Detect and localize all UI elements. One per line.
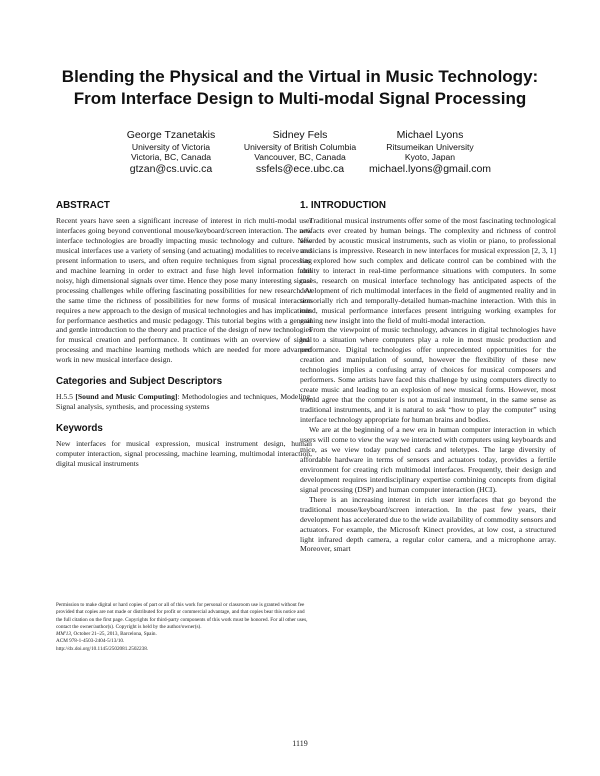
title-line-1: Blending the Physical and the Virtual in Music Technology: [61, 67, 539, 86]
copyright-notice [56, 602, 310, 653]
author-name: Michael Lyons [396, 129, 464, 141]
author-block [100, 129, 500, 179]
right-column [300, 200, 556, 554]
title-line-2: From Interface Design to Multi-modal Signal Processing [73, 89, 527, 108]
author-email: ssfels@ece.ubc.ca [255, 163, 345, 175]
intro-paragraph-3: We are at the beginning of a new era in human computer interaction in which users will come to view the way we interacted with computers using keyboards and mice, as we view today punched cards and teletypes. The large diversity of affordable hardware in terms of sensors and actuators today, provides a fertile environment for creating rich multimodal interfaces. Frequently, their design and development requires interdisciplinary expertise combining concepts from digital signal processing (DSP) and human computer interaction (HCI). [300, 425, 556, 494]
intro-paragraph-1: Traditional musical instruments offer some of the most fascinating technological artifacts ever created by human beings. The complexity and richness of control afforded by acoustic musical instruments, such as violin or piano, to professional musicians is impressive. Research in new interfaces for musical expression [2, 3, 1] has explored how such complex and delicate control can be combined with the ability to interact in real-time performance situations with computers. In some cases, research on musical interface technology has anticipated aspects of the development of rich multimodal interfaces in the field of augmented reality and in sensorially rich and temporally-detailed human-machine interaction. With this in mind, musical performance interfaces present intriguing working examples for gaining new insight into the field of multi-modal interaction. [300, 216, 556, 325]
keywords-text: New interfaces for musical expression, musical instrument design, human computer interaction, signal processing, machine learning, multimodal interaction, digital musical instruments [56, 439, 312, 469]
left-column [56, 200, 312, 469]
author-name: George Tzanetakis [126, 129, 216, 141]
venue-line [56, 631, 310, 638]
category-area: [Sound and Music Computing] [75, 392, 178, 402]
abstract-heading: ABSTRACT [56, 200, 110, 211]
categories-text [56, 392, 312, 412]
intro-paragraph-2: From the viewpoint of music technology, advances in digital technologies have led to a situation where computers play a role in most music production and performance. Digital technologies offer unprecedented opportunities for the creation and manipulation of sound, however the flexibility of these new technologies implies a confusing array of choices for musical composers and performers. Some artists have faced this challenge by using computers directly to create music and leading to an explosion of new musical forms. However, most would agree that the computer is not a musical instrument, in the same sense as traditional instruments, and it is natural to ask “how to play the computer” using interface technology appropriate for human brains and bodies. [300, 325, 556, 425]
acm-isbn: ACM 978-1-4503-2404-5/13/10. [56, 638, 125, 645]
venue-name: MM'13, [56, 631, 73, 637]
author-location: Victoria, BC, Canada [130, 152, 212, 162]
intro-paragraph-4: There is an increasing interest in rich user interfaces that go beyond the traditional mouse/keyboard/screen interaction. In the past few years, their development has accelerated due to the wide availability of commodity sensors and actuators. For example, the Microsoft Kinect provides, at low cost, a structured light infrared depth camera, a regular color camera, and a microphone array. Moreover, smart [300, 494, 556, 554]
introduction-heading: 1. INTRODUCTION [300, 200, 386, 211]
author-location: Kyoto, Japan [404, 152, 456, 162]
categories-heading: Categories and Subject Descriptors [56, 376, 223, 388]
author-location: Vancouver, BC, Canada [254, 152, 346, 162]
author-affiliation: University of Victoria [131, 142, 211, 152]
category-code: H.5.5 [56, 392, 73, 402]
page-number: 1119 [292, 739, 308, 748]
venue-details: October 21–25, 2013, Barcelona, Spain. [72, 631, 157, 637]
author-email: michael.lyons@gmail.com [368, 163, 492, 175]
abstract-text: Recent years have seen a significant increase of interest in rich multi-modal user interfaces going beyond conventional mouse/keyboard/screen interaction. The new interface technologies are broadly impacting music technology and culture. New musical interfaces use a variety of sensing (and actuating) modalities to receive and present information to users, and often require techniques from signal processing and machine learning in order to extract and fuse high level information from noisy, high dimensional signals over time. Hence they pose many interesting signal processing challenges while offering fascinating possibilities for new research. At the same time the richness of possibilities for new forms of musical interaction requires a new approach to the design of musical technologies and has implications for performance aesthetics and music pedagogy. This tutorial begins with a general and gentle introduction to the theory and practice of the design of new technologies for musical creation and performance. It continues with an overview of signal processing and machine learning methods which are needed for more advanced work in new musical interface design. [56, 216, 312, 365]
keywords-heading: Keywords [56, 423, 103, 435]
author-3 [345, 129, 515, 176]
author-affiliation: Ritsumeikan University [386, 142, 474, 152]
paper-title [0, 66, 600, 110]
doi-link[interactable]: http://dx.doi.org/10.1145/2502081.2502238. [56, 645, 149, 652]
category-descriptors: : Methodologies and techniques, Modeling, Signal analysis, synthesis, and processing systems [56, 392, 312, 412]
author-affiliation: University of British Columbia [243, 142, 357, 152]
author-name: Sidney Fels [272, 129, 328, 141]
author-email: gtzan@cs.uvic.ca [129, 163, 213, 175]
permission-text: Permission to make digital or hard copies of part or all of this work for personal or classroom use is granted without fee provided that copies are not made or distributed for profit or commercial advantage, and that copies bear this notice and the full citation on the first page. Copyrights for third-party components of this work must be honored. For all other uses, contact the owner/author(s). Copyright is held by the author/owner(s). [56, 602, 308, 630]
